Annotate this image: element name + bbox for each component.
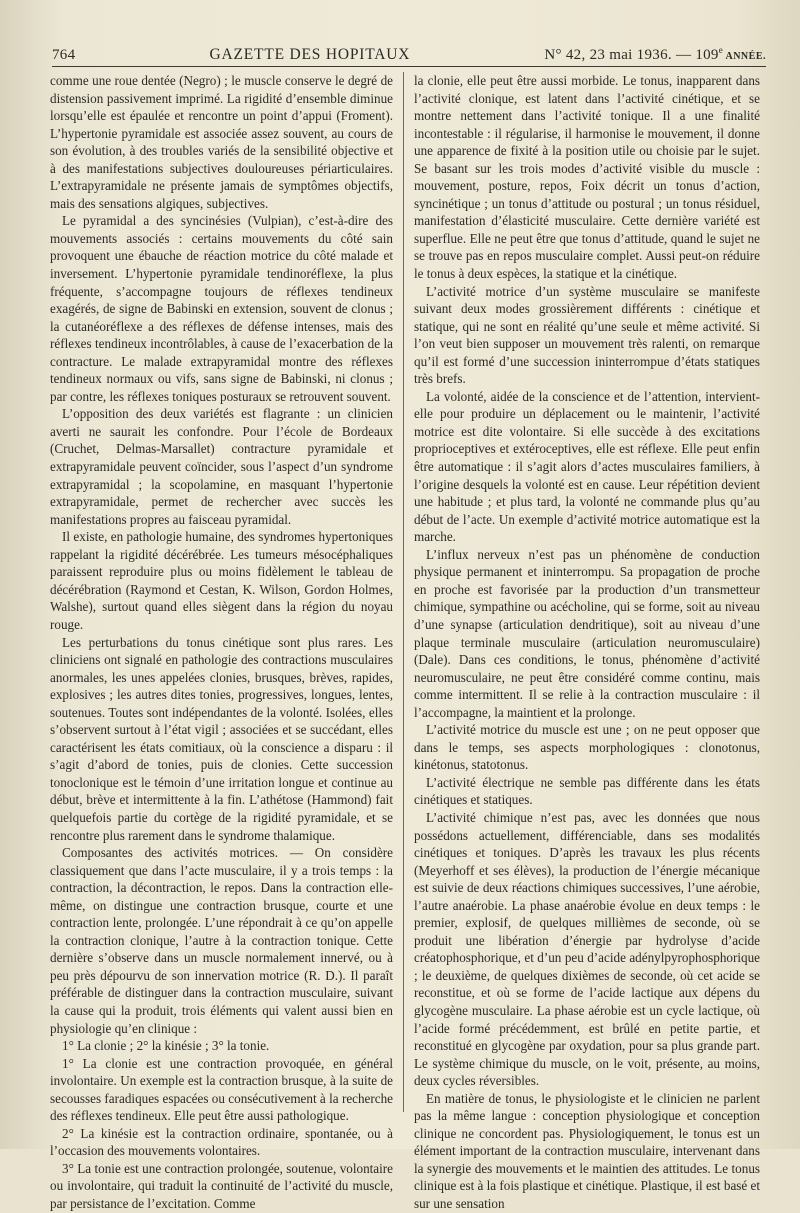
paragraph: L’activité électrique ne semble pas différente dans les états cinétiques et statiques. xyxy=(414,774,760,808)
paragraph: L’activité motrice d’un système musculaire se manifeste suivant deux modes grossièrement différents : cinétique et statique, qui ne sont en réalité qu’une seule et même activité. Si l’on veut bien supposer un mouvement très ralenti, on remarque qu’il est formé d’une succession ininterrompue d’états statiques très brefs. xyxy=(414,283,760,387)
left-column xyxy=(50,72,393,1211)
paragraph: la clonie, elle peut être aussi morbide. Le tonus, inapparent dans l’activité clonique, est latent dans l’activité cinétique, et se montre nettement dans l’activité tonique. Il a une finalité incontestable : il régularise, il harmonise le mouvement, il donne une apparence de fixité à la position utile ou choisie par le sujet. Se basant sur les trois modes d’activité visible du muscle : mouvement, posture, repos, Foix décrit un tonus d’action, syncinétique ; un tonus d’attitude ou postural ; un tonus résiduel, manifestation d’élasticité musculaire. Cette dernière variété est superflue. Elle ne peut être que tonus d’attitude, quand le sujet ne se trouve pas en repos musculaire complet. Aussi peut-on réduire le tonus à deux espèces, la statique et la cinétique. xyxy=(414,73,760,282)
paragraph: Le pyramidal a des syncinésies (Vulpian), c’est-à-dire des mouvements associés : certains mouvements du côté sain provoquent une ébauche de réaction motrice du côté malade et inversement. L’hypertonie pyramidale tendinoréflexe, la plus fréquente, s’accompagne toujours de réflexes tendineux exagérés, de signe de Babinski en extension, souvent de clonus ; la cutanéoréflexe a des réflexes de défense intenses, mais des réflexes tendineux incontrôlables, à cause de l’exacerbation de la contracture. Le malade extrapyramidal montre des réflexes tendineux normaux ou vifs, sans signe de Babinski, ni clonus ; par contre, les réflexes toniques posturaux se retrouvent souvent. xyxy=(50,213,393,404)
page-header xyxy=(52,36,766,64)
paragraph: 3° La tonie est une contraction prolongée, soutenue, volontaire ou involontaire, qui traduit la continuité de l’activité du muscle, par persistance de l’excitation. Comme xyxy=(50,1160,393,1211)
paragraph: Les perturbations du tonus cinétique sont plus rares. Les cliniciens ont signalé en pathologie des contractions musculaires anormales, les unes appelées clonies, brusques, brèves, rapides, explosives ; les autres dites tonies, progressives, longues, lentes, soutenues. Toutes sont indépendantes de la volonté. Isolées, elles s’observent surtout à l’état vigil ; associées et se succédant, elles caractérisent les états comitiaux, où la conscience a disparu : il s’agit d’abord de tonies, puis de clonies. Cette succession tonoclonique est le témoin d’une irritation longue et continue au début, brève et intermittente à la fin. L’athétose (Hammond) fait quelquefois partie du cortège de la rigidité pyramidale, et se rencontre plus rarement dans le syndrome thalamique. xyxy=(50,634,393,843)
column-divider xyxy=(403,72,404,1112)
issue-line xyxy=(544,45,766,64)
paragraph: Composantes des activités motrices. — On considère classiquement que dans l’acte musculaire, il y a trois temps : la contraction, la décontraction, le repos. Dans la contraction elle-même, on distingue une contraction brusque, courte et une contraction lente, prolongée. L’une répondrait à ce qu’on appelle la contraction clonique, l’autre à la contraction tonique. Cette dernière s’observe dans un muscle normalement innervé, ou à peu près dépourvu de son innervation motrice (R. D.). Il paraît préférable de distinguer dans la contraction musculaire, suivant la cause qui la produit, trois éléments qui valent aussi bien en physiologie qu’en clinique : xyxy=(50,845,393,1036)
right-column xyxy=(414,72,760,1211)
paragraph: L’influx nerveux n’est pas un phénomène de conduction physique permanent et ininterrompu. Sa propagation de proche en proche est favorisée par la production d’un transmetteur chimique, sympathine ou acécholine, qui se forme, soit au niveau d’une synapse (articulation dendritique), soit au niveau d’une plaque terminale musculaire (articulation neuromusculaire) (Dale). Dans ces conditions, le tonus, phénomène d’activité neuromusculaire, ne peut être considéré comme continu, mais comme intermittent. Il se relie à la contraction musculaire : il l’accompagne, la maintient et la prolonge. xyxy=(414,546,760,720)
paragraph: comme une roue dentée (Negro) ; le muscle conserve le degré de distension passivement imprimé. La rigidité d’ensemble diminue lorsqu’elle est épaulée et rencontre un point d’appui (Froment). L’hypertonie pyramidale est associée assez souvent, au cours de son évolution, à des troubles variés de la sensibilité objective et à des manifestations subjectives douloureuses périarticulaires. L’extrapyramidale ne présente jamais de symptômes objectifs, mais des sensations algiques, subjectives. xyxy=(50,73,393,211)
paragraph: La volonté, aidée de la conscience et de l’attention, intervient-elle pour produire un déplacement ou le maintenir, l’activité motrice est dite volontaire. Si elle succède à des excitations proprioceptives et extéroceptives, elle est réflexe. Elle peut enfin être automatique : il s’agit alors d’actes musculaires familiers, à l’origine desquels la volonté est en cause. Leur répétition devient une habitude ; et plus tard, la volonté ne commande plus qu’au début de l’acte. Un exemple d’activité motrice automatique est la marche. xyxy=(414,388,760,545)
paragraph: L’activité chimique n’est pas, avec les données que nous possédons actuellement, différenciable, dans ses modalités cinétiques et toniques. D’après les travaux les plus récents (Meyerhoff et ses élèves), la production de l’énergie mécanique est suivie de deux réactions chimiques successives, l’une aérobie, l’autre anaérobie. La phase anaérobie évolue en deux temps : le premier, explosif, de quelques millièmes de seconde, où se produit une libération d’énergie par hydrolyse d’acide créatophosphorique, et d’un peu d’acide adénylpyrophosphorique ; le deuxième, de quelques dixièmes de seconde, où cet acide se reconstitue, et où se forme de l’acide lactique aux dépens du glycogène musculaire. La phase aérobie est un cycle lactique, où l’acide formé précédemment, est brûlé en petite partie, et reconstitué en glycogène par oxydation, pour sa plus grande part. Le système chimique du muscle, on le voit, présente, au moins, deux cycles réversibles. xyxy=(414,809,760,1089)
issue-year-label: ANNÉE. xyxy=(723,51,766,62)
paragraph: 2° La kinésie est la contraction ordinaire, spontanée, ou à l’occasion des mouvements volontaires. xyxy=(50,1125,393,1159)
header-rule xyxy=(52,66,766,67)
journal-title: GAZETTE DES HOPITAUX xyxy=(209,46,411,63)
page-number: 764 xyxy=(52,47,76,63)
issue-ordinal-suffix: e xyxy=(718,45,724,55)
issue-date: N° 42, 23 mai 1936. — 109 xyxy=(544,47,719,63)
paragraph: L’activité motrice du muscle est une ; on ne peut opposer que dans le temps, ses aspects morphologiques : clonotonus, kinétonus, statotonus. xyxy=(414,722,760,773)
paragraph: 1° La clonie ; 2° la kinésie ; 3° la tonie. xyxy=(62,1038,270,1054)
paragraph: 1° La clonie est une contraction provoquée, en général involontaire. Un exemple est la contraction brusque, à la suite de secousses faradiques espacées ou consécutivement à la recherche des réflexes tendineux. Elle peut être aussi pathologique. xyxy=(50,1055,393,1124)
paragraph: Il existe, en pathologie humaine, des syndromes hypertoniques rappelant la rigidité décérébrée. Les tumeurs mésocéphaliques paraissent reproduire plus ou moins fidèlement le tableau de décérébration (Raymond et Cestan, K. Wilson, Gordon Holmes, Walshe), surtout quand elles siègent dans la région du noyau rouge. xyxy=(50,529,393,632)
paragraph: En matière de tonus, le physiologiste et le clinicien ne parlent pas la même langue : conception physiologique et conception clinique ne concordent pas. Physiologiquement, le tonus est un élément important de la contraction musculaire, intervenant dans la synergie des mouvements et le maintien des attitudes. Le tonus clinique est à la fois plastique et cinétique. Plastique, il est basé et sur une sensation xyxy=(414,1090,760,1211)
paragraph: L’opposition des deux variétés est flagrante : un clinicien averti ne saurait les confondre. Pour l’école de Bordeaux (Cruchet, Delmas-Marsallet) contracture pyramidale et extrapyramidale peuvent coïncider, sous l’aspect d’un syndrome extrapyramidal ; la scopolamine, en masquant l’hypertonie extrapyramidale, permet de rechercher avec succès les manifestations propres au faisceau pyramidal. xyxy=(50,406,393,527)
